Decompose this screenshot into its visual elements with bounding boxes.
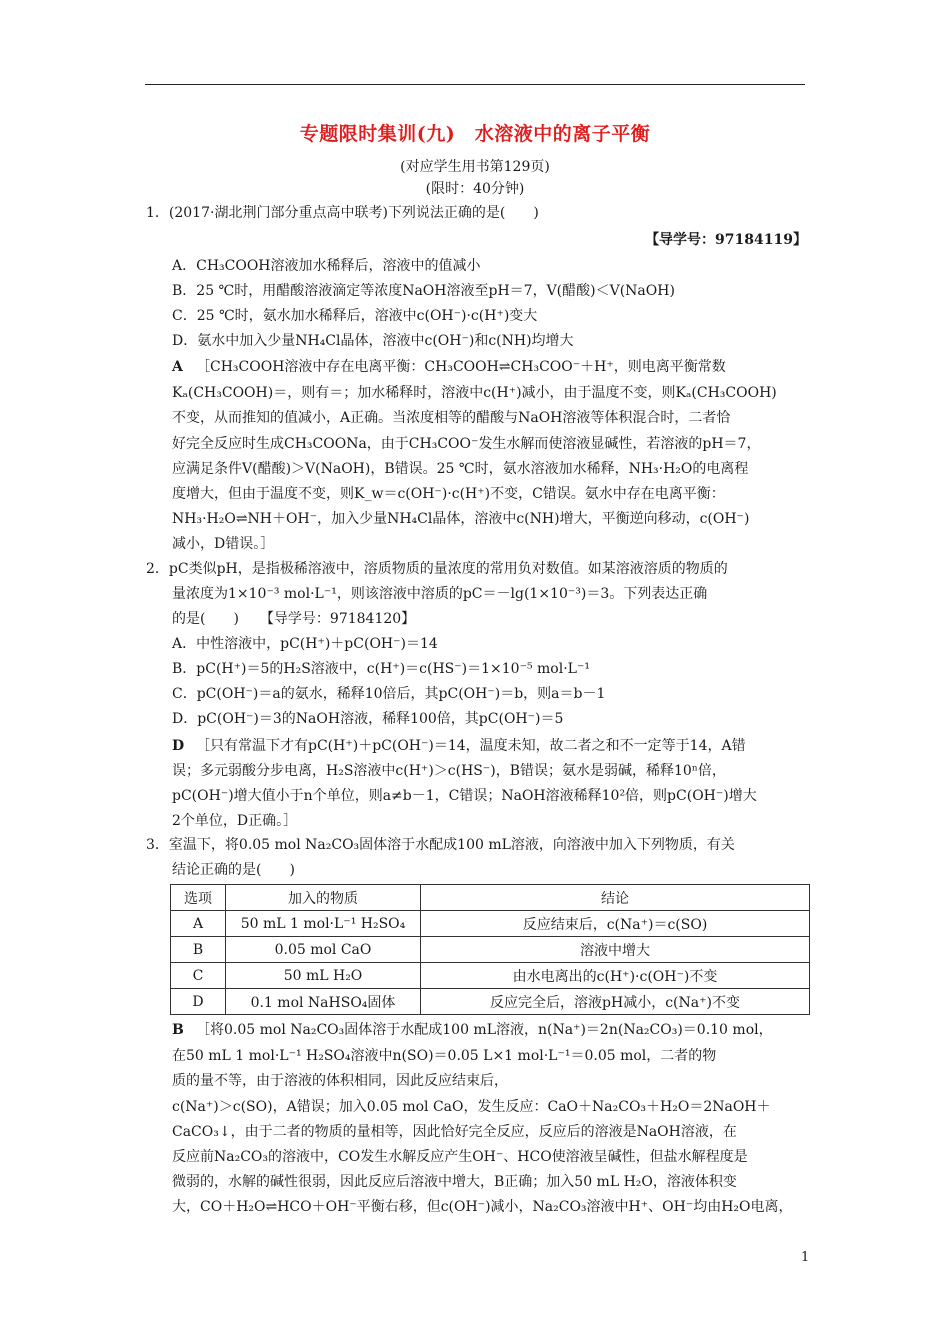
q1-explanation-line: 度增大，但由于温度不变，则K_w＝c(OH⁻)·c(H⁺)不变，C错误。氨水中存在电离平衡： xyxy=(172,486,725,502)
q1-explanation-line: NH₃·H₂O⇌NH＋OH⁻，加入少量NH₄Cl晶体，溶液中c(NH)增大，平衡逆向移动，c(OH⁻) xyxy=(172,511,750,527)
q1-option-b: B．25 ℃时，用醋酸溶液滴定等浓度NaOH溶液至pH＝7，V(醋酸)＜V(NaOH) xyxy=(172,283,675,299)
q1-explanation-line: ［CH₃COOH溶液中存在电离平衡：CH₃COOH⇌CH₃COO⁻＋H⁺，则电离平衡常数 xyxy=(196,359,726,375)
table-cell: 50 mL H₂O xyxy=(226,963,421,989)
q2-explanation-line: 2个单位，D正确。］ xyxy=(172,813,298,829)
q3-explanation-line: 反应前Na₂CO₃的溶液中，CO发生水解反应产生OH⁻、HCO使溶液呈碱性，但盐水解程度是 xyxy=(172,1149,748,1165)
q1-option-d: D．氨水中加入少量NH₄Cl晶体，溶液中c(OH⁻)和c(NH)均增大 xyxy=(172,333,574,349)
q2-option-d: D．pC(OH⁻)＝3的NaOH溶液，稀释100倍，其pC(OH⁻)＝5 xyxy=(172,711,564,727)
table-cell: B xyxy=(171,937,226,963)
q1-explanation-line: 好完全反应时生成CH₃COONa，由于CH₃COO⁻发生水解而使溶液显碱性，若溶液的pH＝7， xyxy=(172,436,761,452)
page-title: 专题限时集训(九) 水溶液中的离子平衡 xyxy=(299,123,651,145)
q3-explanation-line: 微弱的，水解的碱性很弱，因此反应后溶液中增大，B正确；加入50 mL H₂O，溶液体积变 xyxy=(172,1174,737,1190)
q3-stem-line: 结论正确的是( ) xyxy=(172,862,295,878)
table-cell: 反应结束后，c(Na⁺)＝c(SO) xyxy=(421,911,810,937)
q2-stem-line: 量浓度为1×10⁻³ mol·L⁻¹，则该溶液中溶质的pC＝－lg(1×10⁻³)＝3。下列表达正确 xyxy=(172,586,708,602)
table-cell: D xyxy=(171,989,226,1015)
subtitle-time-limit: (限时：40分钟) xyxy=(425,181,525,197)
table-cell: 50 mL 1 mol·L⁻¹ H₂SO₄ xyxy=(226,911,421,937)
header-rule xyxy=(145,84,805,85)
q2-stem-line: 2．pC类似pH，是指极稀溶液中，溶质物质的量浓度的常用负对数值。如某溶液溶质的物质的 xyxy=(146,561,728,577)
q3-explanation-line: 质的量不等，由于溶液的体积相同，因此反应结束后， xyxy=(172,1073,508,1089)
q1-guide-number: 【导学号：97184119】 xyxy=(645,232,807,248)
table-header-row xyxy=(171,885,810,911)
q1-explanation-line: Kₐ(CH₃COOH)＝，则有＝；加水稀释时，溶液中c(H⁺)减小，由于温度不变，则Kₐ(CH₃COOH) xyxy=(172,385,777,401)
q1-stem: 1．(2017·湖北荆门部分重点高中联考)下列说法正确的是( ) xyxy=(146,205,539,221)
table-cell: A xyxy=(171,911,226,937)
table-row xyxy=(171,911,810,937)
q2-explanation-line: 误；多元弱酸分步电离，H₂S溶液中c(H⁺)＞c(HS⁻)，B错误；氨水是弱碱，稀释10ⁿ倍， xyxy=(172,763,726,779)
table-row xyxy=(171,989,810,1015)
table-cell: 溶液中增大 xyxy=(421,937,810,963)
table-cell: 0.05 mol CaO xyxy=(226,937,421,963)
q2-explanation-line: pC(OH⁻)增大值小于n个单位，则a≠b－1，C错误；NaOH溶液稀释10²倍，则pC(OH⁻)增大 xyxy=(172,788,757,804)
q3-stem-line: 3．室温下，将0.05 mol Na₂CO₃固体溶于水配成100 mL溶液，向溶液中加入下列物质，有关 xyxy=(146,837,735,853)
q3-answer-letter: B xyxy=(172,1022,184,1038)
table-row xyxy=(171,963,810,989)
table-header-cell: 选项 xyxy=(171,885,226,911)
q1-explanation-line: 应满足条件V(醋酸)＞V(NaOH)，B错误。25 ℃时，氨水溶液加水稀释，NH₃·H₂O的电离程 xyxy=(172,461,749,477)
table-row xyxy=(171,937,810,963)
q2-explanation-line: ［只有常温下才有pC(H⁺)＋pC(OH⁻)＝14，温度未知，故二者之和不一定等于14，A错 xyxy=(196,738,746,754)
table-header-cell: 加入的物质 xyxy=(226,885,421,911)
table-cell: 0.1 mol NaHSO₄固体 xyxy=(226,989,421,1015)
q3-explanation-line: 在50 mL 1 mol·L⁻¹ H₂SO₄溶液中n(SO)＝0.05 L×1 mol·L⁻¹＝0.05 mol，二者的物 xyxy=(172,1048,717,1064)
table-cell: C xyxy=(171,963,226,989)
q1-option-c: C．25 ℃时，氨水加水稀释后，溶液中c(OH⁻)·c(H⁺)变大 xyxy=(172,308,538,324)
table-cell: 反应完全后，溶液pH减小，c(Na⁺)不变 xyxy=(421,989,810,1015)
page-number: 1 xyxy=(801,1250,810,1265)
q3-options-table xyxy=(170,884,810,1015)
q2-answer-letter: D xyxy=(172,738,185,754)
q3-explanation-line: ［将0.05 mol Na₂CO₃固体溶于水配成100 mL溶液，n(Na⁺)＝2n(Na₂CO₃)＝0.10 mol， xyxy=(196,1022,773,1038)
q1-option-a: A．CH₃COOH溶液加水稀释后，溶液中的值减小 xyxy=(172,258,481,274)
q2-option-a: A．中性溶液中，pC(H⁺)＋pC(OH⁻)＝14 xyxy=(172,636,438,652)
table-cell: 由水电离出的c(H⁺)·c(OH⁻)不变 xyxy=(421,963,810,989)
q1-explanation-line: 减小，D错误。］ xyxy=(172,536,275,552)
q2-stem-line: 的是( ) 【导学号：97184120】 xyxy=(172,611,416,627)
q2-option-b: B．pC(H⁺)＝5的H₂S溶液中，c(H⁺)＝c(HS⁻)＝1×10⁻⁵ mol·L⁻¹ xyxy=(172,661,590,677)
q1-explanation-line: 不变，从而推知的值减小，A正确。当浓度相等的醋酸与NaOH溶液等体积混合时，二者恰 xyxy=(172,410,731,426)
q2-option-c: C．pC(OH⁻)＝a的氨水，稀释10倍后，其pC(OH⁻)＝b，则a＝b－1 xyxy=(172,686,606,702)
table-header-cell: 结论 xyxy=(421,885,810,911)
subtitle-reference: (对应学生用书第129页) xyxy=(400,159,550,175)
q3-explanation-line: CaCO₃↓，由于二者的物质的量相等，因此恰好完全反应，反应后的溶液是NaOH溶液，在 xyxy=(172,1124,737,1140)
q3-explanation-line: 大，CO＋H₂O⇌HCO＋OH⁻平衡右移，但c(OH⁻)减小，Na₂CO₃溶液中H⁺、OH⁻均由H₂O电离， xyxy=(172,1199,793,1215)
q3-explanation-line: c(Na⁺)＞c(SO)，A错误；加入0.05 mol CaO，发生反应：CaO＋Na₂CO₃＋H₂O＝2NaOH＋ xyxy=(172,1099,771,1115)
q1-answer-letter: A xyxy=(172,359,183,375)
